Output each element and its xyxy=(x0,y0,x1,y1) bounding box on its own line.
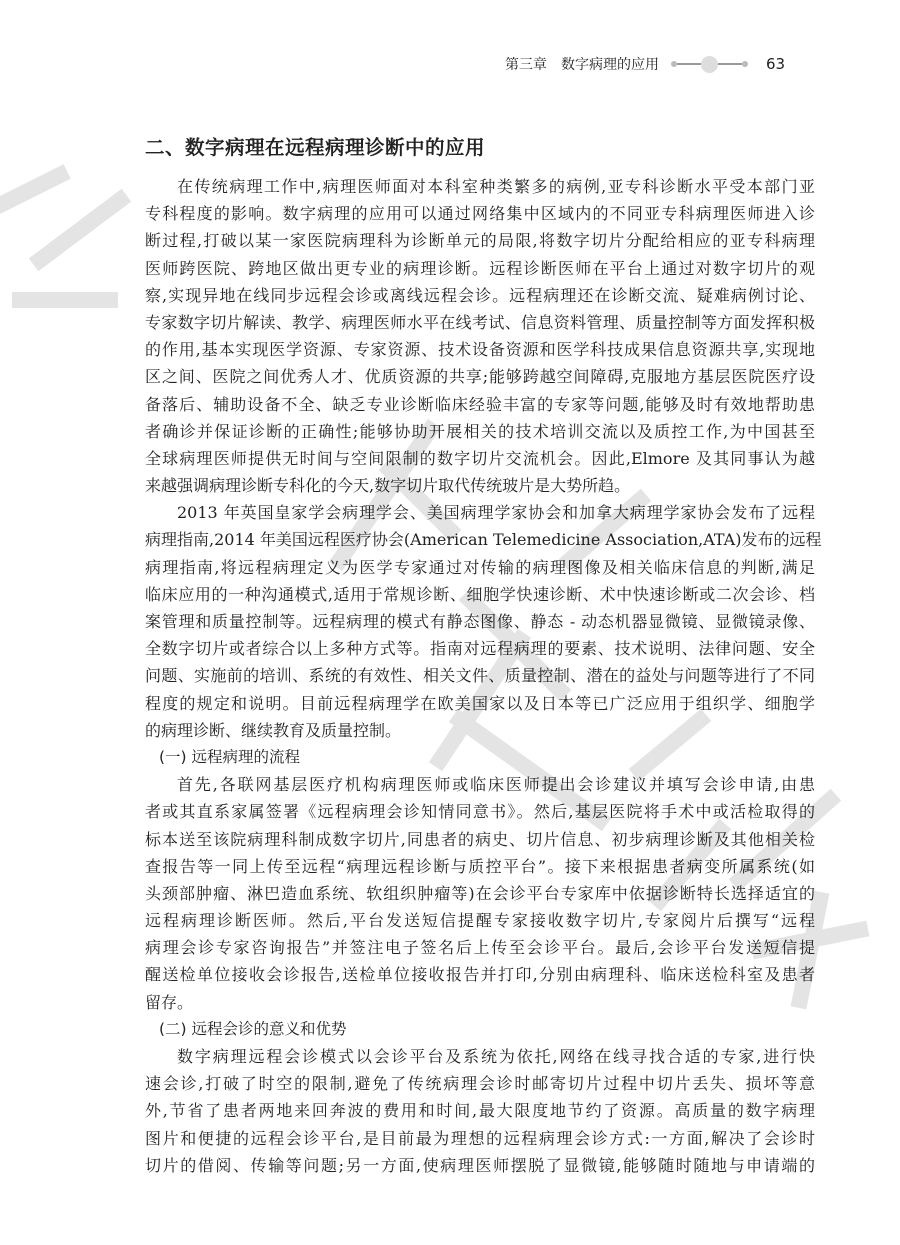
running-head xyxy=(505,52,815,76)
text-line: 专家数字切片解读、教学、病理医师水平在线考试、信息资料管理、质量控制等方面发挥积极 xyxy=(145,312,815,332)
text-line: 2013 年英国皇家学会病理学会、美国病理学家协会和加拿大病理学家协会发布了远程 xyxy=(177,503,815,523)
text-line: 的病理诊断、继续教育及质量控制。 xyxy=(145,720,402,740)
page-body xyxy=(145,135,822,1179)
paragraph xyxy=(145,499,822,744)
text-line: 全数字切片或者综合以上多种方式等。指南对远程病理的要素、技术说明、法律问题、安全 xyxy=(145,639,815,659)
text-line: 数字病理远程会诊模式以会诊平台及系统为依托,网络在线寻找合适的专家,进行快 xyxy=(177,1047,815,1066)
text-line: 者或其直系家属签署《远程病理会诊知情同意书》。然后,基层医院将手术中或活检取得的 xyxy=(145,802,815,822)
text-line: 案管理和质量控制等。远程病理的模式有静态图像、静态 - 动态机器显微镜、显微镜录像、 xyxy=(145,612,815,631)
text-line: 头颈部肿瘤、淋巴造血系统、软组织肿瘤等)在会诊平台专家库中依据诊断特长选择适宜的 xyxy=(145,883,815,903)
text-line: 病理指南,将远程病理定义为医学专家通过对传输的病理图像及相关临床信息的判断,满足 xyxy=(145,557,815,577)
text-line: 留存。 xyxy=(145,992,194,1012)
text-line: 专科程度的影响。数字病理的应用可以通过网络集中区域内的不同亚专科病理医师进入诊 xyxy=(145,204,815,224)
text-line: 首先,各联网基层医疗机构病理医师或临床医师提出会诊建议并填写会诊申请,由患 xyxy=(177,775,815,795)
text-blocks xyxy=(145,173,822,1179)
text-line: 全球病理医师提供无时间与空间限制的数字切片交流机会。因此,Elmore 及其同事认为越 xyxy=(145,448,815,468)
paragraph xyxy=(145,771,815,1016)
text-line: 查报告等一同上传至远程“病理远程诊断与质控平台”。接下来根据患者病变所属系统(如 xyxy=(145,856,815,876)
text-line: 远程病理诊断医师。然后,平台发送短信提醒专家接收数字切片,专家阅片后撰写“远程 xyxy=(145,911,815,931)
text-line: 速会诊,打破了时空的限制,避免了传统病理会诊时邮寄切片过程中切片丢失、损坏等意 xyxy=(145,1074,815,1094)
text-line: 来越强调病理诊断专科化的今天,数字切片取代传统玻片是大势所趋。 xyxy=(145,476,631,496)
text-line: 的作用,基本实现医学资源、专家资源、技术设备资源和医学科技成果信息资源共享,实现地 xyxy=(145,340,815,360)
section-heading: 二、数字病理在远程病理诊断中的应用 xyxy=(145,136,486,159)
text-line: 醒送检单位接收会诊报告,送检单位接收报告并打印,分别由病理科、临床送检科室及患者 xyxy=(145,965,815,985)
text-line: 区之间、医院之间优秀人才、优质资源的共享;能够跨越空间障碍,克服地方基层医院医疗设 xyxy=(145,367,815,387)
text-line: 者确诊并保证诊断的正确性;能够协助开展相关的技术培训交流以及质控工作,为中国甚至 xyxy=(145,421,815,441)
subsection-heading: (二) 远程会诊的意义和优势 xyxy=(159,1019,347,1038)
paragraph xyxy=(145,1043,815,1179)
text-line: 外,节省了患者两地来回奔波的费用和时间,最大限度地节约了资源。高质量的数字病理 xyxy=(145,1101,815,1121)
text-line: 备落后、辅助设备不全、缺乏专业诊断临床经验丰富的专家等问题,能够及时有效地帮助患 xyxy=(145,394,815,414)
subsection-heading: (一) 远程病理的流程 xyxy=(159,747,301,766)
text-line: 断过程,打破以某一家医院病理科为诊断单元的局限,将数字切片分配给相应的亚专科病理 xyxy=(145,231,815,251)
ornament-icon xyxy=(671,56,748,73)
text-line: 标本送至该院病理科制成数字切片,同患者的病史、切片信息、初步病理诊断及其他相关检 xyxy=(145,829,815,849)
text-line: 察,实现异地在线同步远程会诊或离线远程会诊。远程病理还在诊断交流、疑难病例讨论、 xyxy=(145,285,815,305)
text-line: 问题、实施前的培训、系统的有效性、相关文件、质量控制、潜在的益处与问题等进行了不同 xyxy=(145,666,815,686)
chapter-label: 第三章 xyxy=(505,57,547,73)
text-line: 在传统病理工作中,病理医师面对本科室种类繁多的病例,亚专科诊断水平受本部门亚 xyxy=(177,177,815,196)
text-line: 切片的借阅、传输等问题;另一方面,使病理医师摆脱了显微镜,能够随时随地与申请端的 xyxy=(145,1155,815,1175)
text-line: 程度的规定和说明。目前远程病理学在欧美国家以及日本等已广泛应用于组织学、细胞学 xyxy=(145,693,815,713)
paragraph xyxy=(145,173,815,499)
text-line: 图片和便捷的远程会诊平台,是目前最为理想的远程病理会诊方式:一方面,解决了会诊时 xyxy=(145,1128,815,1148)
page-number: 63 xyxy=(766,55,786,73)
text-line: 病理会诊专家咨询报告”并签注电子签名后上传至会诊平台。最后,会诊平台发送短信提 xyxy=(145,938,815,958)
text-line: 医师跨医院、跨地区做出更专业的病理诊断。远程诊断医师在平台上通过对数字切片的观 xyxy=(145,258,815,278)
chapter-title: 数字病理的应用 xyxy=(561,57,659,73)
text-line: 病理指南,2014 年美国远程医疗协会(American Telemedicine Association,ATA)发布的远程 xyxy=(145,530,822,550)
text-line: 临床应用的一种沟通模式,适用于常规诊断、细胞学快速诊断、术中快速诊断或二次会诊、档 xyxy=(145,584,815,604)
